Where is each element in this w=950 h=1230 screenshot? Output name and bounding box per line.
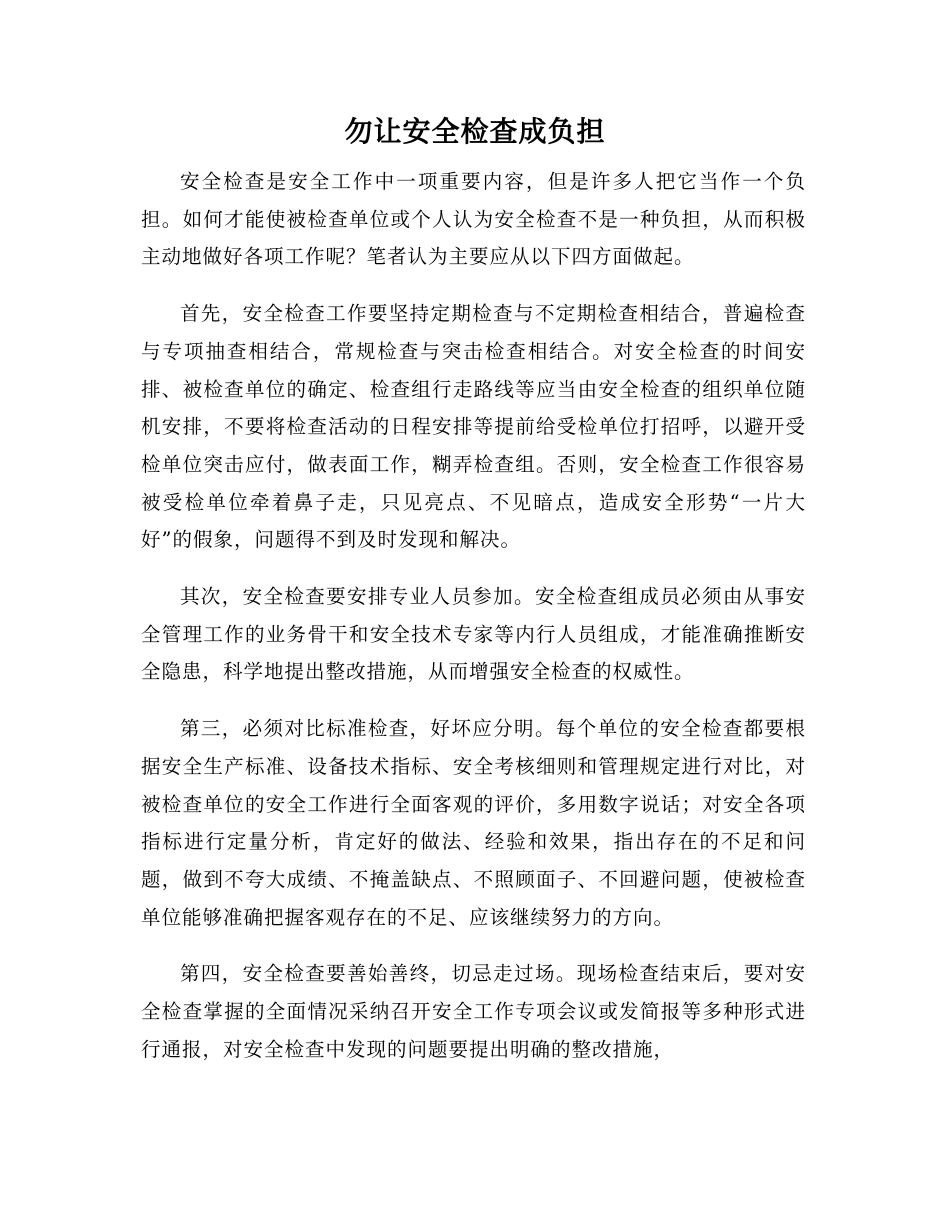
paragraph-second: 其次，安全检查要安排专业人员参加。安全检查组成员必须由从事安全管理工作的业务骨干和安全技术专家等内行人员组成，才能准确推断安全隐患，科学地提出整改措施，从而增强安全检查的权威性。	[141, 585, 806, 684]
paragraph-first: 首先，安全检查工作要坚持定期检查与不定期检查相结合，普遍检查与专项抽查相结合，常规检查与突击检查相结合。对安全检查的时间安排、被检查单位的确定、检查组行走路线等应当由安全检查的组织单位随机安排，不要将检查活动的日程安排等提前给受检单位打招呼，以避开受检单位突击应付，做表面工作，糊弄检查组。否则，安全检查工作很容易被受检单位牵着鼻子走，只见亮点、不见暗点，造成安全形势“一片大好”的假象，问题得不到及时发现和解决。	[141, 302, 806, 552]
paragraph-intro: 安全检查是安全工作中一项重要内容，但是许多人把它当作一个负担。如何才能使被检查单位或个人认为安全检查不是一种负担，从而积极主动地做好各项工作呢？笔者认为主要应从以下四方面做起。	[141, 170, 806, 269]
document-title: 勿让安全检查成负担	[344, 115, 606, 148]
paragraph-third: 第三，必须对比标准检查，好坏应分明。每个单位的安全检查都要根据安全生产标准、设备技术指标、安全考核细则和管理规定进行对比，对被检查单位的安全工作进行全面客观的评价，多用数字说话；对安全各项指标进行定量分析，肯定好的做法、经验和效果，指出存在的不足和问题，做到不夸大成绩、不掩盖缺点、不照顾面子、不回避问题，使被检查单位能够准确把握客观存在的不足、应该继续努力的方向。	[141, 717, 806, 929]
paragraph-fourth: 第四，安全检查要善始善终，切忌走过场。现场检查结束后，要对安全检查掌握的全面情况采纳召开安全工作专项会议或发简报等多种形式进行通报，对安全检查中发现的问题要提出明确的整改措施，	[141, 962, 806, 1061]
document-body	[141, 163, 806, 1087]
